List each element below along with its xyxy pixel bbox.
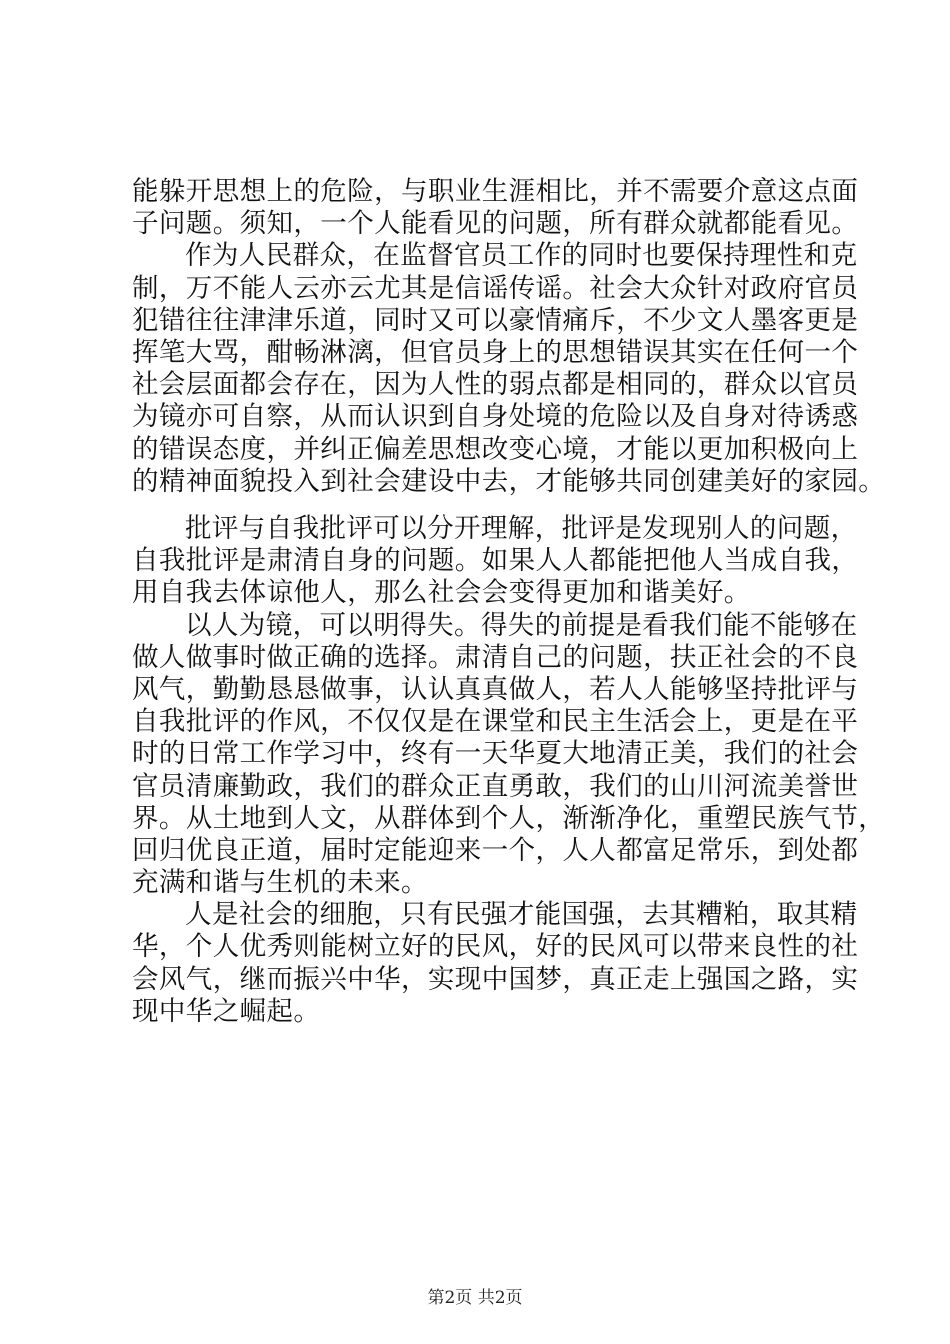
text-line: 自我批评的作风，不仅仅是在课堂和民主生活会上，更是在平 [132,706,859,738]
text-line: 界。从土地到人文，从群体到个人，渐渐净化，重塑民族气节， [132,802,886,834]
body-text-block-2 [132,513,886,1028]
text-line: 华，个人优秀则能树立好的民风，好的民风可以带来良性的社 [132,931,859,963]
text-line: 社会层面都会存在，因为人性的弱点都是相同的，群众以官员 [132,369,859,401]
text-line: 回归优良正道，届时定能迎来一个，人人都富足常乐，到处都 [132,834,859,866]
text-line: 时的日常工作学习中，终有一天华夏大地清正美，我们的社会 [132,738,859,770]
paragraph-first-line: 作为人民群众，在监督官员工作的同时也要保持理性和克 [185,240,858,272]
text-line: 官员清廉勤政，我们的群众正直勇敢，我们的山川河流美誉世 [132,770,859,802]
text-line: 能躲开思想上的危险，与职业生涯相比，并不需要介意这点面 [132,176,859,207]
body-text-block-1 [132,176,886,498]
text-line: 犯错往往津津乐道，同时又可以豪情痛斥，不少文人墨客更是 [132,304,859,336]
paragraph-first-line: 人是社会的细胞，只有民强才能国强，去其糟粕，取其精 [185,899,858,931]
text-line: 子问题。须知，一个人能看见的问题，所有群众就都能看见。 [132,208,859,240]
text-line: 的错误态度，并纠正偏差思想改变心境，才能以更加积极向上 [132,433,859,465]
text-line: 制，万不能人云亦云尤其是信谣传谣。社会大众针对政府官员 [132,272,859,304]
text-line: 自我批评是肃清自身的问题。如果人人都能把他人当成自我， [132,545,859,577]
text-line: 风气，勤勤恳恳做事，认认真真做人，若人人能够坚持批评与 [132,673,859,705]
text-line: 为镜亦可自察，从而认识到自身处境的危险以及自身对待诱惑 [132,401,859,433]
text-line: 会风气，继而振兴中华，实现中国梦，真正走上强国之路，实 [132,963,859,995]
text-line: 充满和谐与生机的未来。 [132,867,428,899]
text-line: 的精神面貌投入到社会建设中去，才能够共同创建美好的家园。 [132,465,886,497]
text-line: 现中华之崛起。 [132,995,321,1027]
text-line: 做人做事时做正确的选择。肃清自己的问题，扶正社会的不良 [132,641,859,673]
text-line: 用自我去体谅他人，那么社会会变得更加和谐美好。 [132,577,751,609]
text-line: 挥笔大骂，酣畅淋漓，但官员身上的思想错误其实在任何一个 [132,336,859,368]
paragraph-first-line: 批评与自我批评可以分开理解，批评是发现别人的问题， [185,513,858,544]
page-footer: 第2页 共2页 [427,1288,523,1308]
paragraph-first-line: 以人为镜，可以明得失。得失的前提是看我们能不能够在 [185,609,858,641]
